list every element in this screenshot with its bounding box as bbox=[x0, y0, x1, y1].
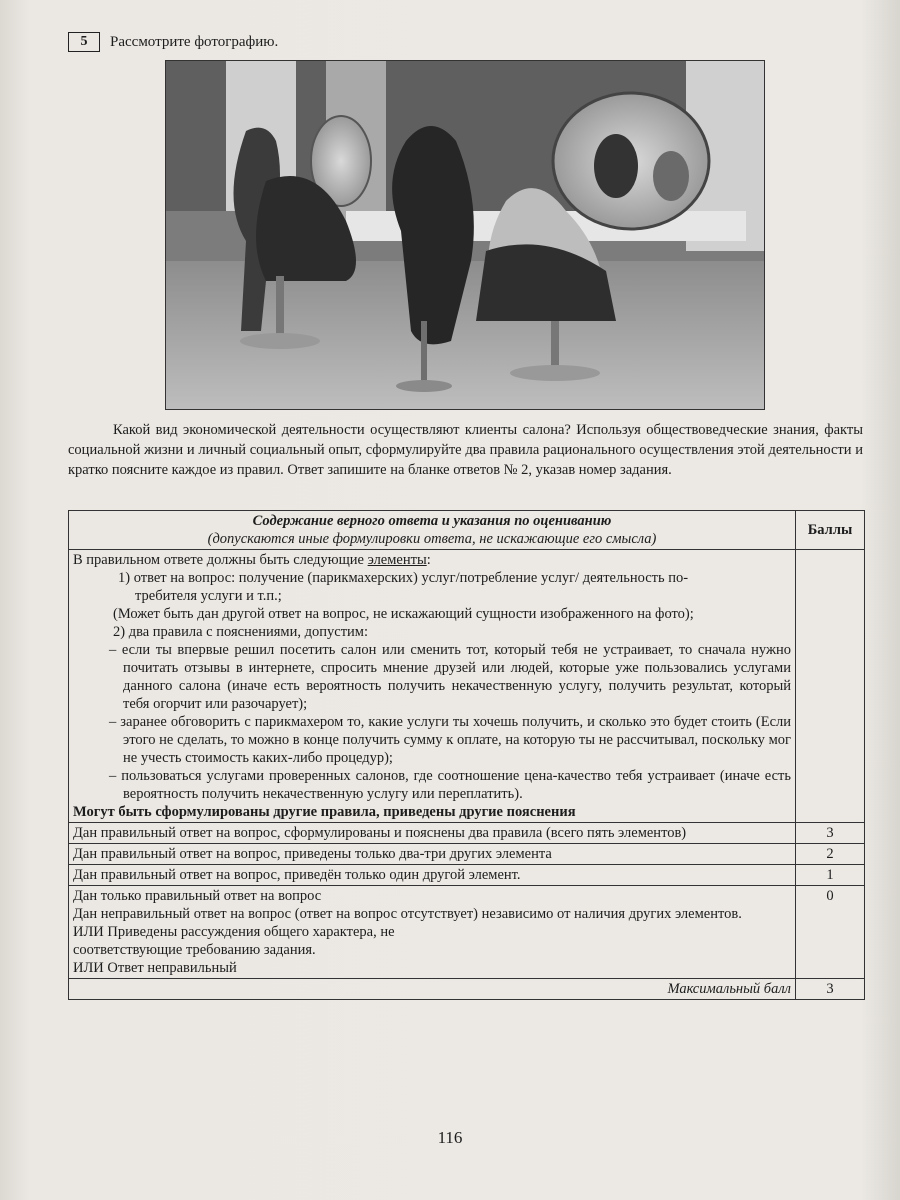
item1-note: (Может быть дан другой ответ на вопрос, не искажающий сущности изображенного на фото); bbox=[113, 606, 694, 622]
max-score-row bbox=[69, 979, 865, 1000]
max-score-label: Максимальный балл bbox=[69, 979, 796, 1000]
criteria-row-3 bbox=[69, 823, 865, 844]
zero-line-1: Дан только правильный ответ на вопрос bbox=[73, 888, 322, 904]
table-header-row bbox=[69, 511, 865, 550]
salon-photo bbox=[165, 60, 765, 410]
criteria-text: Дан правильный ответ на вопрос, приведены только два-три других элемента bbox=[69, 844, 796, 865]
rule-1: – если ты впервые решил посетить салон или сменить тот, который тебя не устраивает, то сначала нужно почитать отзывы в интернете, спросить мнение друзей или людей, которые уже пользовались услугами данного салона (иначе есть вероятность получить некачественную услугу, получить результат, который тебя огорчит или разочарует); bbox=[109, 642, 791, 712]
criteria-row-1 bbox=[69, 865, 865, 886]
grading-table bbox=[68, 510, 865, 1000]
zero-line-2: Дан неправильный ответ на вопрос (ответ на вопрос отсутствует) независимо от наличия других элементов. bbox=[73, 906, 742, 922]
answer-points-empty bbox=[796, 550, 865, 823]
header-content-cell bbox=[69, 511, 796, 550]
intro-prefix: В правильном ответе должны быть следующие bbox=[73, 552, 368, 568]
criteria-text: Дан правильный ответ на вопрос, сформулированы и пояснены два правила (всего пять элементов) bbox=[69, 823, 796, 844]
item1-line2: требителя услуги и т.п.; bbox=[135, 588, 282, 604]
closing-line: Могут быть сформулированы другие правила, приведены другие пояснения bbox=[73, 804, 576, 820]
header-points-cell: Баллы bbox=[796, 511, 865, 550]
intro-line bbox=[73, 551, 791, 569]
criteria-zero-text bbox=[69, 886, 796, 979]
intro-suffix: : bbox=[426, 552, 431, 568]
question-text bbox=[68, 420, 863, 480]
page-number: 116 bbox=[437, 1128, 463, 1147]
criteria-points: 3 bbox=[796, 823, 865, 844]
answer-content-row bbox=[69, 550, 865, 823]
criteria-text: Дан правильный ответ на вопрос, приведён только один другой элемент. bbox=[69, 865, 796, 886]
rule-3: – пользоваться услугами проверенных салонов, где соотношение цена-качество тебя устраивает (иначе есть вероятность получить некачественную услугу или переплатить). bbox=[109, 768, 791, 802]
answer-content-cell bbox=[69, 550, 796, 823]
task-number-box: 5 bbox=[68, 32, 100, 52]
header-subtitle: (допускаются иные формулировки ответа, не искажающие его смысла) bbox=[207, 531, 657, 547]
max-score-value: 3 bbox=[796, 979, 865, 1000]
zero-line-3: ИЛИ Приведены рассуждения общего характера, не bbox=[73, 924, 395, 940]
intro-underlined: элементы bbox=[367, 552, 427, 568]
criteria-row-0 bbox=[69, 886, 865, 979]
item1-line1: 1) ответ на вопрос: получение (парикмахерских) услуг/потребление услуг/ деятельность по- bbox=[118, 570, 689, 586]
question-paragraph: Какой вид экономической деятельности осуществляют клиенты салона? Используя обществоведческие знания, факты социальной жизни и личный социальный опыт, сформулируйте два правила рационального осуществления этой деятельности и кратко поясните каждое из правил. Ответ запишите на бланке ответов № 2, указав номер задания. bbox=[68, 422, 863, 478]
task-instruction: Рассмотрите фотографию. bbox=[110, 33, 279, 50]
criteria-zero-points: 0 bbox=[796, 886, 865, 979]
rule-2: – заранее обговорить с парикмахером то, какие услуги ты хочешь получить, и сколько это будет стоить (Если этого не сделать, то можно в конце получить сумму к оплате, на которую ты не рассчитывал, поскольку мог не учесть стоимость каких-либо процедур); bbox=[109, 714, 791, 766]
zero-line-4: соответствующие требованию задания. bbox=[73, 942, 316, 958]
zero-line-5: ИЛИ Ответ неправильный bbox=[73, 960, 237, 976]
criteria-points: 2 bbox=[796, 844, 865, 865]
criteria-points: 1 bbox=[796, 865, 865, 886]
criteria-row-2 bbox=[69, 844, 865, 865]
task-header bbox=[68, 32, 278, 52]
header-title: Содержание верного ответа и указания по оцениванию bbox=[252, 513, 612, 529]
item2-line: 2) два правила с пояснениями, допустим: bbox=[113, 624, 368, 640]
